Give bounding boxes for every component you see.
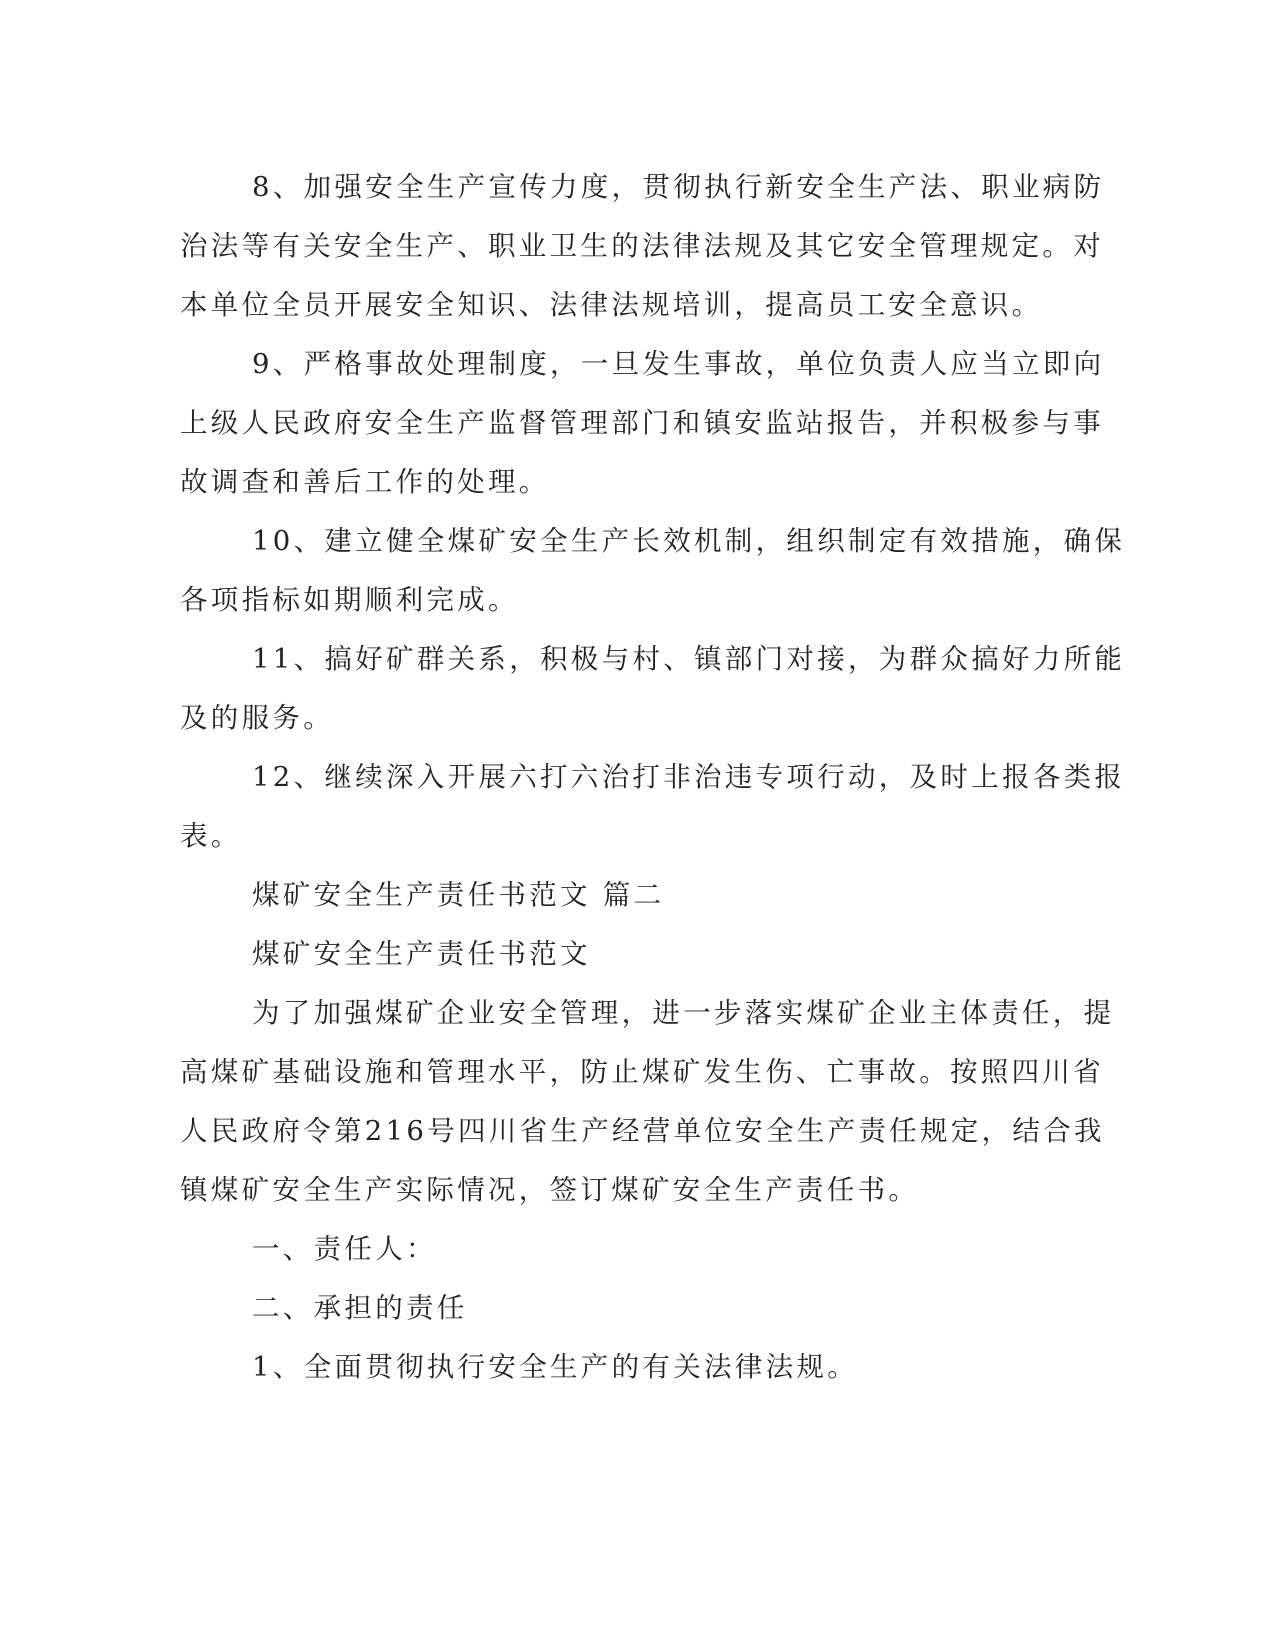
paragraph-line: 本单位全员开展安全知识、法律法规培训，提高员工安全意识。 [180, 289, 1043, 321]
document-body [180, 158, 1126, 1397]
paragraph-line: 1、全面贯彻执行安全生产的有关法律法规。 [252, 1351, 858, 1383]
document-title: 煤矿安全生产责任书范文 [252, 938, 591, 970]
paragraph-line: 各项指标如期顺利完成。 [180, 584, 519, 616]
paragraph-line: 高煤矿基础设施和管理水平，防止煤矿发生伤、亡事故。按照四川省 [180, 1056, 1104, 1088]
list-heading: 二、承担的责任 [252, 1292, 468, 1324]
paragraph-line: 8、加强安全生产宣传力度，贯彻执行新安全生产法、职业病防 [252, 171, 1105, 203]
paragraph-line: 及的服务。 [180, 702, 334, 734]
paragraph-line: 12、继续深入开展六打六治打非治违专项行动，及时上报各类报 [252, 761, 1126, 793]
paragraph-line: 治法等有关安全生产、职业卫生的法律法规及其它安全管理规定。对 [180, 230, 1104, 262]
paragraph-line: 11、搞好矿群关系，积极与村、镇部门对接，为群众搞好力所能 [252, 643, 1126, 675]
paragraph-line: 人民政府令第216号四川省生产经营单位安全生产责任规定，结合我 [180, 1115, 1105, 1147]
paragraph-line: 9、严格事故处理制度，一旦发生事故，单位负责人应当立即向 [252, 348, 1105, 380]
list-heading: 一、责任人： [252, 1233, 437, 1265]
paragraph-line: 为了加强煤矿企业安全管理，进一步落实煤矿企业主体责任，提 [252, 997, 1115, 1029]
paragraph-line: 上级人民政府安全生产监督管理部门和镇安监站报告，并积极参与事 [180, 407, 1104, 439]
paragraph-line: 10、建立健全煤矿安全生产长效机制，组织制定有效措施，确保 [252, 525, 1126, 557]
paragraph-line: 镇煤矿安全生产实际情况，签订煤矿安全生产责任书。 [180, 1174, 920, 1206]
section-heading: 煤矿安全生产责任书范文 篇二 [252, 879, 665, 911]
paragraph-line: 表。 [180, 820, 242, 852]
paragraph-line: 故调查和善后工作的处理。 [180, 466, 550, 498]
